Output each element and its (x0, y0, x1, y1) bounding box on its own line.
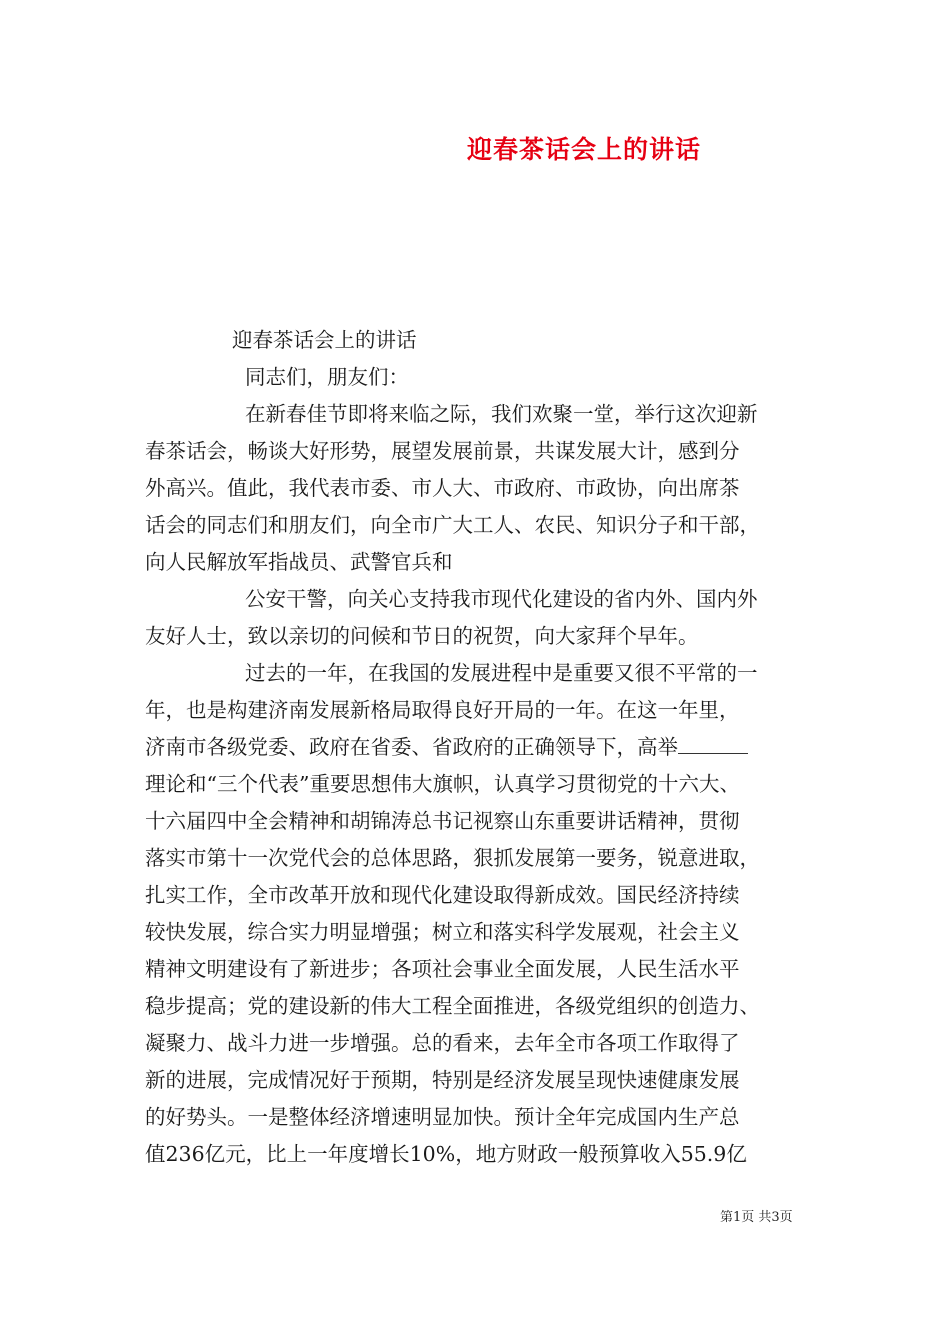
document-body (145, 322, 805, 1173)
text-line: 凝聚力、战斗力进一步增强。总的看来，去年全市各项工作取得了 (145, 1031, 740, 1055)
text-line: 理论和“三个代表”重要思想伟大旗帜，认真学习贯彻党的十六大、 (145, 772, 740, 796)
text-line: 在新春佳节即将来临之际，我们欢聚一堂，举行这次迎新 (245, 402, 758, 426)
text-line: 精神文明建设有了新进步；各项社会事业全面发展，人民生活水平 (145, 957, 740, 981)
text-line: 值236亿元，比上一年度增长10%，地方财政一般预算收入55.9亿 (145, 1142, 747, 1166)
text-line: 话会的同志们和朋友们，向全市广大工人、农民、知识分子和干部， (145, 513, 760, 537)
fill-in-blank (678, 731, 748, 754)
paragraph-3 (145, 655, 805, 1173)
page-footer: 第1页 共3页 (720, 1210, 793, 1225)
document-title: 迎春茶话会上的讲话 (466, 135, 701, 164)
text-line: 十六届四中全会精神和胡锦涛总书记视察山东重要讲话精神，贯彻 (145, 809, 740, 833)
salutation: 同志们，朋友们： (245, 365, 409, 389)
text-line: 向人民解放军指战员、武警官兵和 (145, 550, 453, 574)
text-line: 稳步提高；党的建设新的伟大工程全面推进，各级党组织的创造力、 (145, 994, 760, 1018)
text-line-with-blank (145, 729, 805, 766)
text-line: 外高兴。值此，我代表市委、市人大、市政府、市政协，向出席茶 (145, 476, 740, 500)
body-heading: 迎春茶话会上的讲话 (232, 328, 417, 352)
text-line: 新的进展，完成情况好于预期，特别是经济发展呈现快速健康发展 (145, 1068, 740, 1092)
text-line: 年，也是构建济南发展新格局取得良好开局的一年。在这一年里， (145, 698, 740, 722)
text-line: 的好势头。一是整体经济增速明显加快。预计全年完成国内生产总 (145, 1105, 740, 1129)
text-line: 公安干警，向关心支持我市现代化建设的省内外、国内外 (245, 587, 758, 611)
text-segment: 济南市各级党委、政府在省委、省政府的正确领导下，高举 (145, 735, 678, 759)
paragraph-1 (145, 396, 805, 581)
paragraph-2 (145, 581, 805, 655)
text-line: 友好人士，致以亲切的问候和节日的祝贺，向大家拜个早年。 (145, 624, 699, 648)
text-line: 落实市第十一次党代会的总体思路，狠抓发展第一要务，锐意进取， (145, 846, 760, 870)
text-line: 春茶话会，畅谈大好形势，展望发展前景，共谋发展大计，感到分 (145, 439, 740, 463)
text-line: 过去的一年，在我国的发展进程中是重要又很不平常的一 (245, 661, 758, 685)
text-line: 扎实工作，全市改革开放和现代化建设取得新成效。国民经济持续 (145, 883, 740, 907)
text-line: 较快发展，综合实力明显增强；树立和落实科学发展观，社会主义 (145, 920, 740, 944)
